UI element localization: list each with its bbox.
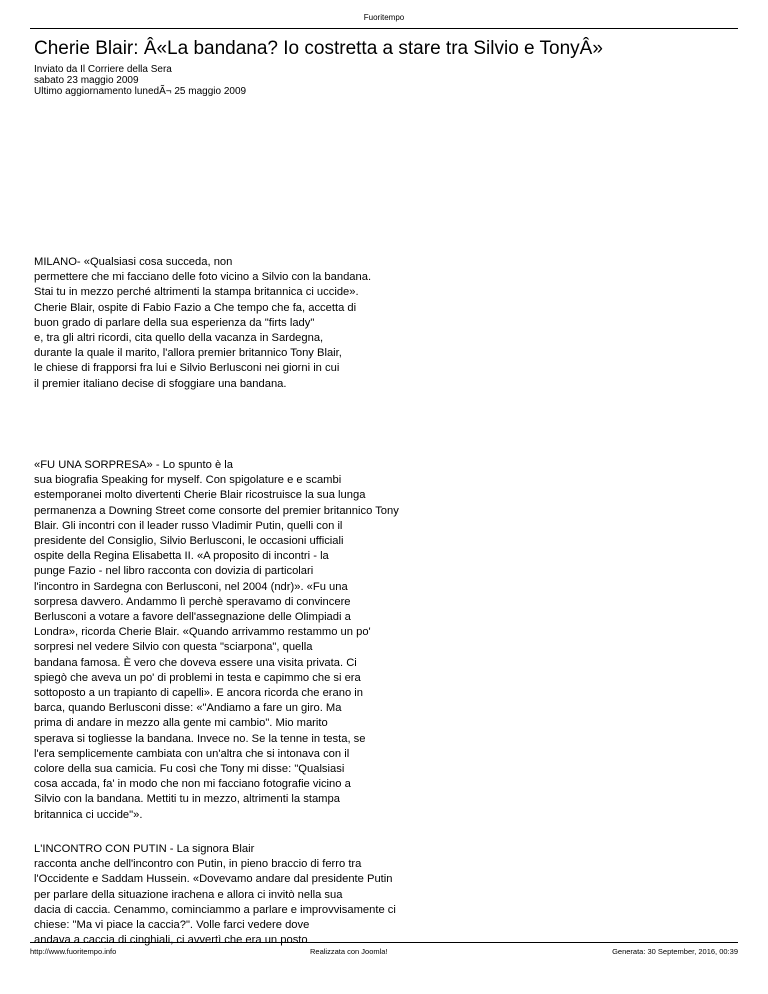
paragraph-line: durante la quale il marito, l'allora premier britannico Tony Blair, [34, 347, 342, 360]
paragraph-line: andava a caccia di cinghiali, ci avvertì che era un posto [34, 934, 308, 947]
paragraph-line: Berlusconi a votare a favore dell'assegnazione delle Olimpiadi a [34, 611, 351, 624]
paragraph-line: per parlare della situazione irachena e allora ci invitò nella sua [34, 888, 343, 901]
paragraph-line: Blair. Gli incontri con il leader russo Vladimir Putin, quelli con il [34, 519, 343, 532]
paragraph-line: chiese: "Ma vi piace la caccia?". Volle farci vedere dove [34, 919, 310, 932]
paragraph-line: Silvio con la bandana. Mettiti tu in mezzo, altrimenti la stampa [34, 793, 340, 806]
paragraph-line: sperava si togliesse la bandana. Invece no. Se la tenne in testa, se [34, 732, 366, 745]
paragraph-line: L'INCONTRO CON PUTIN - La signora Blair [34, 843, 255, 855]
paragraph-line: MILANO- «Qualsiasi cosa succeda, non [34, 256, 233, 268]
article-meta [34, 64, 246, 97]
meta-updated: Ultimo aggiornamento lunedÃ¬ 25 maggio 2009 [34, 86, 247, 97]
paragraph-line: buon grado di parlare della sua esperienza da "firts lady" [34, 316, 315, 329]
paragraph-line: dacia di caccia. Cenammo, cominciammo a parlare e improvvisamente ci [34, 903, 396, 916]
paragraph-line: l'era semplicemente cambiata con un'altra che si intonava con il [34, 747, 350, 760]
paragraph-line: Cherie Blair, ospite di Fabio Fazio a Che tempo che fa, accetta di [34, 301, 357, 314]
paragraph-line: barca, quando Berlusconi disse: «"Andiamo a fare un giro. Ma [34, 702, 342, 715]
article-title: Cherie Blair: Â«La bandana? Io costretta a stare tra Silvio e TonyÂ» [34, 38, 603, 59]
paragraph-sorpresa [34, 458, 474, 823]
paragraph-line: estemporanei molto divertenti Cherie Blair ricostruisce la sua lunga [34, 489, 366, 502]
paragraph-line: colore della sua camicia. Fu così che Tony mi disse: "Qualsiasi [34, 763, 345, 776]
paragraph-line: sorpresa davvero. Andammo lì perchè speravamo di convincere [34, 595, 351, 608]
page-footer [30, 942, 738, 957]
paragraph-intro [34, 255, 474, 392]
meta-author: Inviato da Il Corriere della Sera [34, 64, 172, 75]
paragraph-line: punge Fazio - nel libro racconta con dovizia di particolari [34, 565, 314, 578]
meta-date: sabato 23 maggio 2009 [34, 75, 139, 86]
paragraph-line: bandana famosa. È vero che doveva essere una visita privata. Ci [34, 656, 357, 669]
paragraph-line: spiegò che aveva un po' di problemi in testa e capimmo che si era [34, 671, 361, 684]
paragraph-line: sua biografia Speaking for myself. Con spigolature e e scambi [34, 474, 342, 487]
paragraph-line: Stai tu in mezzo perché altrimenti la stampa britannica ci uccide». [34, 286, 359, 299]
footer-url[interactable]: http://www.fuoritempo.info [30, 947, 117, 956]
paragraph-putin [34, 842, 474, 948]
paragraph-line: sorpresi nel vedere Silvio con questa "sciarpona", quella [34, 641, 313, 654]
paragraph-line: cosa accada, fa' in modo che non mi facciano fotografie vicino a [34, 778, 351, 791]
footer-generated: Generata: 30 September, 2016, 00:39 [612, 947, 738, 956]
paragraph-line: britannica ci uccide"». [34, 808, 143, 821]
footer-credit: Realizzata con Joomla! [310, 947, 388, 956]
paragraph-line: Londra», ricorda Cherie Blair. «Quando arrivammo restammo un po' [34, 626, 371, 639]
paragraph-line: l'Occidente e Saddam Hussein. «Dovevamo andare dal presidente Putin [34, 873, 393, 886]
site-name: Fuoritempo [363, 13, 405, 22]
paragraph-line: l'incontro in Sardegna con Berlusconi, nel 2004 (ndr)». «Fu una [34, 580, 348, 593]
paragraph-line: permanenza a Downing Street come consorte del premier britannico Tony [34, 504, 399, 517]
paragraph-line: prima di andare in mezzo alla gente mi cambio". Mio marito [34, 717, 328, 730]
paragraph-line: e, tra gli altri ricordi, cita quello della vacanza in Sardegna, [34, 332, 324, 345]
paragraph-line: presidente del Consiglio, Silvio Berlusconi, le occasioni ufficiali [34, 535, 344, 548]
paragraph-line: sottoposto a un trapianto di capelli». E ancora ricorda che erano in [34, 687, 363, 700]
paragraph-line: il premier italiano decise di sfoggiare una bandana. [34, 377, 287, 390]
page-header [30, 0, 738, 29]
paragraph-line: permettere che mi facciano delle foto vicino a Silvio con la bandana. [34, 271, 372, 284]
paragraph-line: «FU UNA SORPRESA» - Lo spunto è la [34, 459, 233, 471]
paragraph-line: le chiese di frapporsi fra lui e Silvio Berlusconi nei giorni in cui [34, 362, 340, 375]
paragraph-line: racconta anche dell'incontro con Putin, in pieno braccio di ferro tra [34, 858, 362, 871]
paragraph-line: ospite della Regina Elisabetta II. «A proposito di incontri - la [34, 550, 329, 563]
